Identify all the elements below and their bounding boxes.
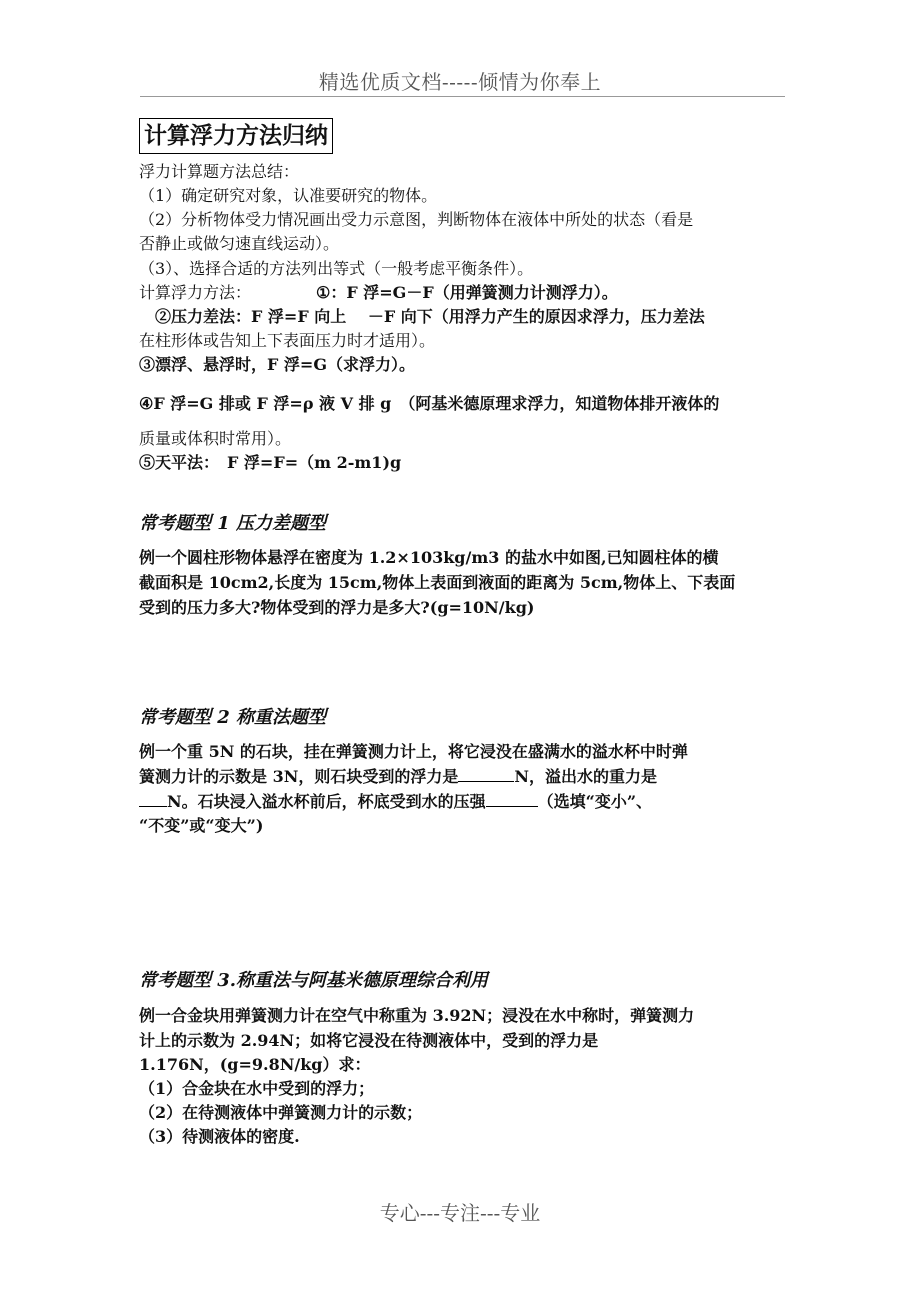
method-2b: 在柱形体或告知上下表面压力时才适用）。 — [139, 331, 436, 350]
type2-line-1: 例一个重 5N 的石块，挂在弹簧测力计上，将它浸没在盛满水的溢水杯中时弹 — [139, 742, 688, 761]
method-5: ⑤天平法： F 浮=F=（m 2-m1)g — [139, 453, 402, 472]
method-4b: 质量或体积时常用）。 — [139, 429, 292, 448]
type3-question-2: （2）在待测液体中弹簧测力计的示数； — [139, 1103, 423, 1122]
methods-label: 计算浮力方法： — [139, 283, 252, 302]
summary-step-1: （1）确定研究对象，认准要研究的物体。 — [139, 186, 438, 205]
type2-title: 常考题型 2 称重法题型 — [139, 707, 327, 728]
page-header: 精选优质文档-----倾情为你奉上 — [318, 70, 602, 94]
method-4a: ④F 浮=G 排或 F 浮=ρ 液 V 排 g （阿基米德原理求浮力，知道物体排开液体的 — [139, 394, 720, 413]
type1-line-2: 截面积是 10cm2,长度为 15cm,物体上表面到液面的距离为 5cm,物体上、下表面 — [139, 573, 736, 592]
summary-step-2b: 否静止或做匀速直线运动）。 — [139, 234, 340, 253]
summary-heading: 浮力计算题方法总结： — [139, 162, 300, 181]
type1-title: 常考题型 1 压力差题型 — [139, 513, 327, 534]
type3-line-2: 计上的示数为 2.94N；如将它浸没在待测液体中，受到的浮力是 — [139, 1031, 599, 1050]
answer-blank-2[interactable] — [139, 790, 167, 807]
type2-line-2 — [139, 765, 657, 788]
header-divider — [140, 96, 785, 97]
type2-line-3 — [139, 790, 652, 813]
type2-line-3b: （选填“变小”、 — [537, 792, 653, 811]
type2-line-2a: 簧测力计的示数是 3N，则石块受到的浮力是 — [139, 767, 459, 786]
method-2a: ②压力差法：F 浮=F 向上 －F 向下（用浮力产生的原因求浮力，压力差法 — [155, 307, 705, 326]
type3-question-1: （1）合金块在水中受到的浮力； — [139, 1079, 375, 1098]
type3-line-3: 1.176N，(g=9.8N/kg）求： — [139, 1055, 371, 1074]
summary-step-2a: （2）分析物体受力情况画出受力示意图，判断物体在液体中所处的状态（看是 — [139, 210, 694, 229]
type2-line-4: “不变”或“变大”) — [139, 816, 264, 835]
type3-question-3: （3）待测液体的密度. — [139, 1127, 300, 1146]
method-1: ①：F 浮=G－F（用弹簧测力计测浮力）。 — [316, 283, 618, 302]
type1-line-1: 例一个圆柱形物体悬浮在密度为 1.2×103kg/m3 的盐水中如图,已知圆柱体的横 — [139, 548, 719, 567]
type1-line-3: 受到的压力多大?物体受到的浮力是多大?(g=10N/kg) — [139, 598, 535, 617]
type3-line-1: 例一合金块用弹簧测力计在空气中称重为 3.92N；浸没在水中称时，弹簧测力 — [139, 1006, 695, 1025]
summary-step-3: （3）、选择合适的方法列出等式（一般考虑平衡条件）。 — [139, 259, 534, 278]
document-title: 计算浮力方法归纳 — [139, 118, 333, 154]
page-footer: 专心---专注---专业 — [379, 1201, 541, 1225]
method-3: ③漂浮、悬浮时，F 浮=G（求浮力）。 — [139, 355, 416, 374]
type2-line-3a: N。石块浸入溢水杯前后，杯底受到水的压强 — [167, 792, 486, 811]
type2-line-2b: N，溢出水的重力是 — [514, 767, 657, 786]
type3-title: 常考题型 3.称重法与阿基米德原理综合利用 — [139, 970, 489, 991]
answer-blank-1[interactable] — [458, 765, 514, 782]
answer-blank-3[interactable] — [486, 790, 538, 807]
